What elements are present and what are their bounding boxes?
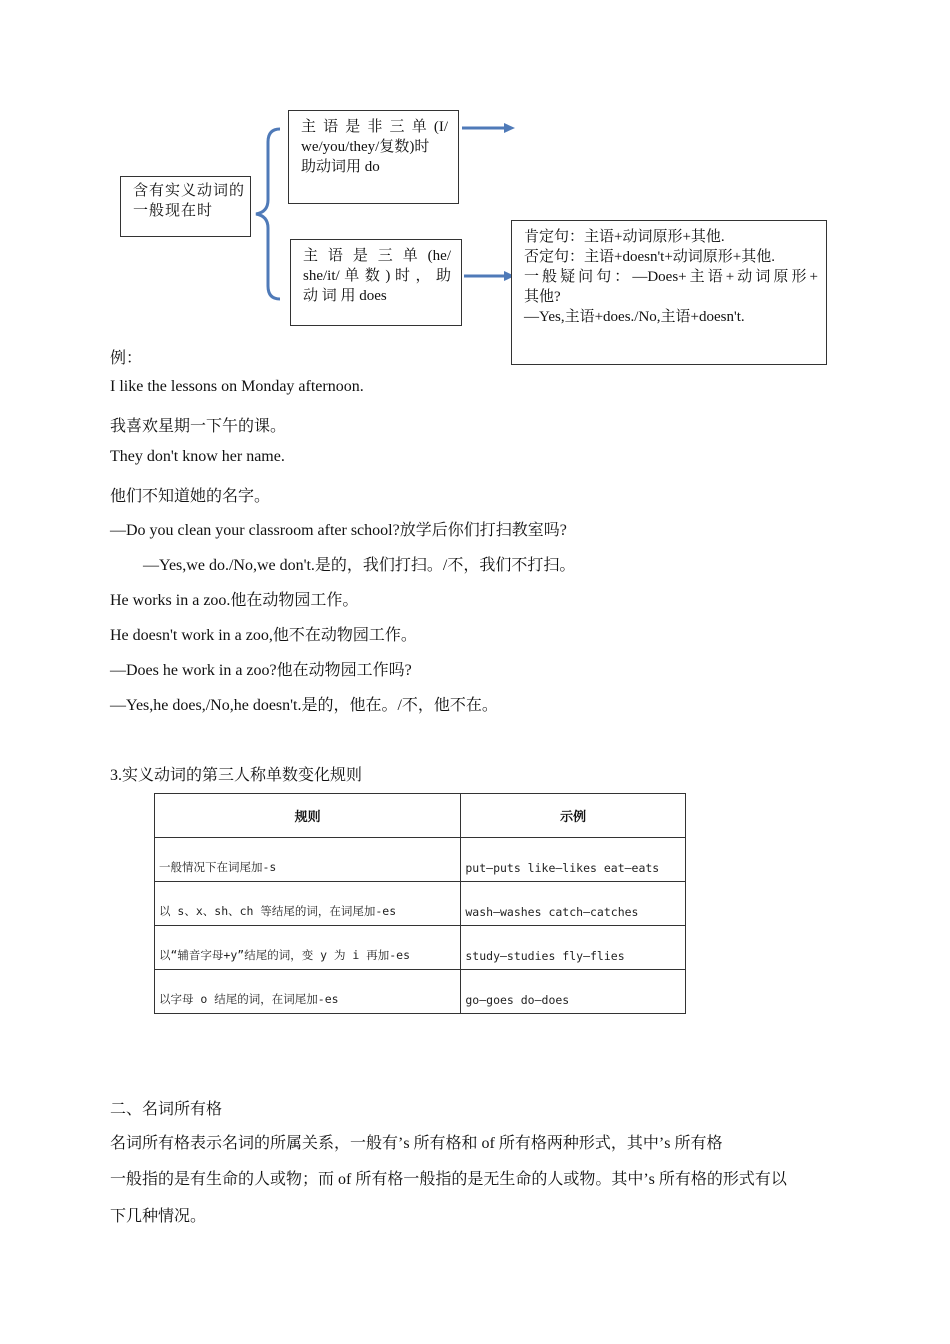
third-line-3: 动 词 用 does [303,288,387,304]
example-line: —Does he work in a zoo?他在动物园工作吗? [110,662,412,679]
example-line: He doesn't work in a zoo,他不在动物园工作。 [110,627,417,644]
paragraph-line: 名词所有格表示名词的所属关系，一般有’s 所有格和 of 所有格两种形式，其中’s 所有格 [110,1135,723,1152]
table-row [155,970,686,1014]
table-row [155,926,686,970]
brace-connector [250,120,290,310]
example-cell: go—goes do—does [461,970,686,1014]
example-cell: wash—washes catch—catches [461,882,686,926]
paragraph-line: 一般指的是有生命的人或物；而 of 所有格一般指的是无生命的人或物。其中’s 所有格的形式有以 [110,1171,787,1188]
affirmative-rule: 肯定句：主语+动词原形+其他. [524,229,725,245]
table-header-example: 示例 [461,794,686,838]
example-cell: put—puts like—likes eat—eats [461,838,686,882]
answer-rule: —Yes,主语+does./No,主语+doesn't. [524,309,745,325]
non-third-line-1: 主 语 是 非 三 单 (I/ [301,119,448,135]
third-line-1: 主 语 是 三 单 (he/ [303,248,451,264]
example-line: I like the lessons on Monday afternoon. [110,378,364,395]
example-line: —Do you clean your classroom after school?放学后你们打扫教室吗? [110,522,567,539]
example-line: 我喜欢星期一下午的课。 [110,418,287,435]
section-heading: 3.实义动词的第三人称单数变化规则 [110,767,363,784]
table-row [155,882,686,926]
section-heading: 二、名词所有格 [110,1101,223,1118]
example-line: 他们不知道她的名字。 [110,488,271,505]
non-third-line-2: we/you/they/复数)时 [301,139,430,155]
third-person-rules-table [154,793,686,1014]
example-line: They don't know her name. [110,448,285,465]
rule-cell: 以“辅音字母+y”结尾的词，变 y 为 i 再加-es [155,926,461,970]
negative-rule: 否定句：主语+doesn't+动词原形+其他. [524,249,775,265]
rule-cell: 以 s、x、sh、ch 等结尾的词，在词尾加-es [155,882,461,926]
rule-cell: 一般情况下在词尾加-s [155,838,461,882]
table-header-rule: 规则 [155,794,461,838]
table-header-row [155,794,686,838]
root-concept-box [120,176,251,237]
question-rule-cont: 其他? [524,289,561,305]
rule-cell: 以字母 o 结尾的词，在词尾加-es [155,970,461,1014]
table-row [155,838,686,882]
examples-label: 例： [110,350,143,367]
example-cell: study—studies fly—flies [461,926,686,970]
example-line: —Yes,he does,/No,he doesn't.是的，他在。/不，他不在。 [110,697,498,714]
non-third-line-3: 助动词用 do [301,159,380,175]
paragraph-line: 下几种情况。 [110,1208,207,1225]
example-line: He works in a zoo.他在动物园工作。 [110,592,359,609]
sentence-pattern-box [511,220,827,365]
arrow-right-icon [460,120,520,136]
question-rule: 一般疑问句：—Does+主语+动词原形+ [524,269,818,285]
root-concept-text: 含有实义动词的一般现在时 [133,183,246,219]
non-third-person-box [288,110,459,204]
example-line: —Yes,we do./No,we don't.是的，我们打扫。/不，我们不打扫。 [143,557,576,574]
third-person-box [290,239,462,326]
third-line-2: she/it/ 单 数 ) 时 ， 助 [303,268,451,284]
